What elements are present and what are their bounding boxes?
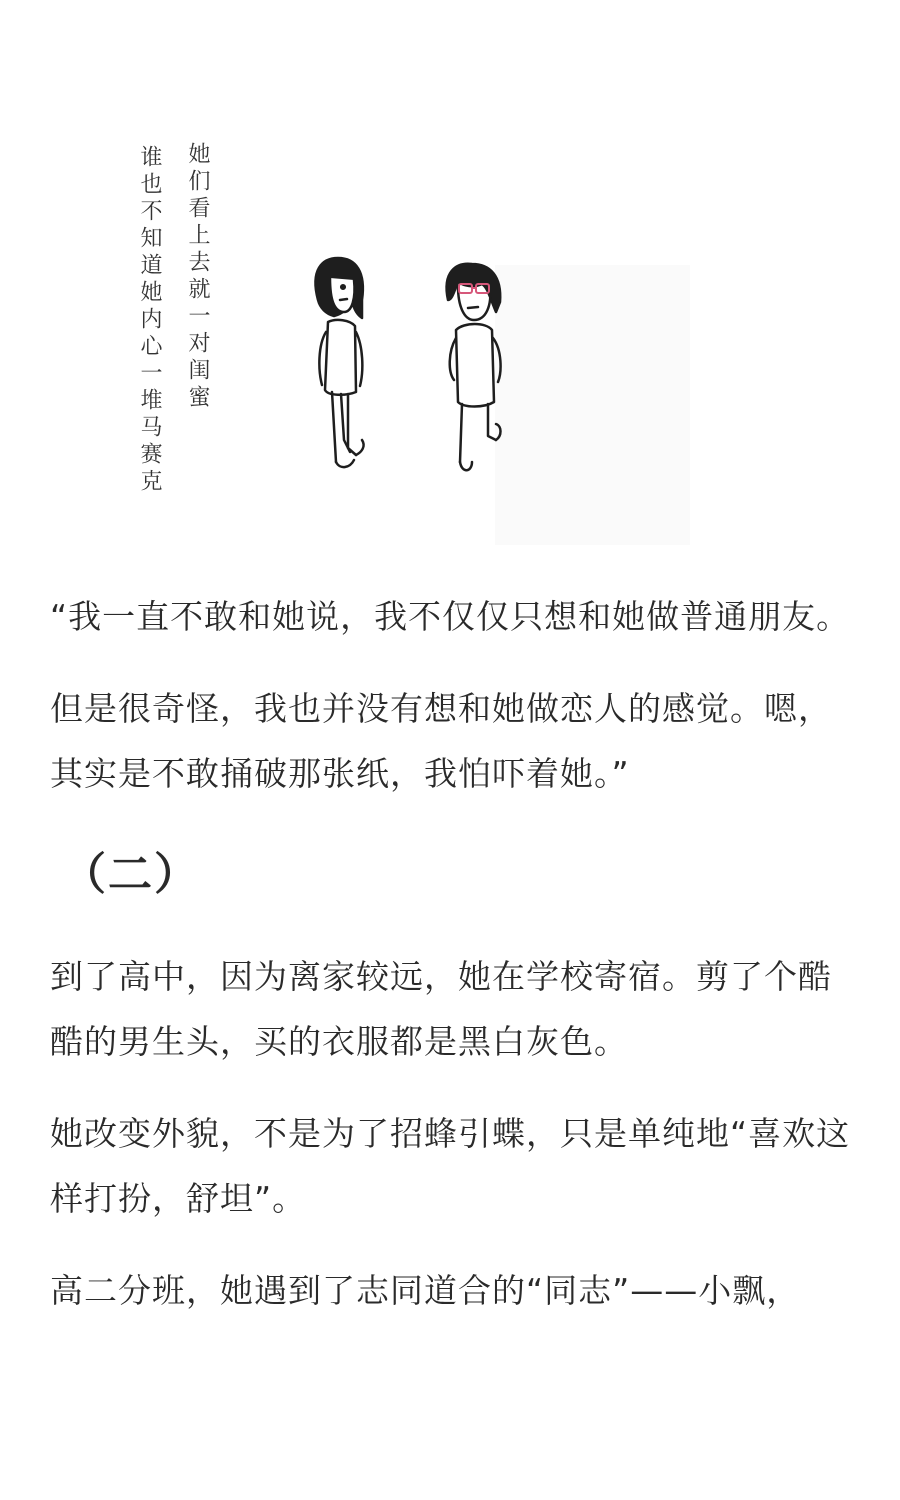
article-body xyxy=(50,584,860,1350)
paragraph-5: 高二分班，她遇到了志同道合的“同志”——小飘， xyxy=(50,1271,801,1310)
paragraph-2: 但是很奇怪，我也并没有想和她做恋人的感觉。嗯，其实是不敢捅破那张纸，我怕吓着她。” xyxy=(50,689,832,793)
illustration-caption-right: 她们看上去就一对闺蜜 xyxy=(185,142,210,412)
illustration-caption-left: 谁也不知道她内心一堆马赛克 xyxy=(137,145,162,496)
paragraph-1: “我一直不敢和她说，我不仅仅只想和她做普通朋友。 xyxy=(50,597,851,636)
comic-illustration xyxy=(0,0,900,560)
girl-right-figure xyxy=(447,264,501,471)
paper-patch xyxy=(495,265,690,545)
paragraph-3: 到了高中，因为离家较远，她在学校寄宿。剪了个酷酷的男生头，买的衣服都是黑白灰色。 xyxy=(50,957,832,1061)
section-heading: （二） xyxy=(62,849,200,900)
paragraph-4: 她改变外貌，不是为了招蜂引蝶，只是单纯地“喜欢这样打扮，舒坦”。 xyxy=(50,1114,851,1218)
two-girls-drawing xyxy=(0,0,900,560)
girl-left-figure xyxy=(315,258,363,467)
